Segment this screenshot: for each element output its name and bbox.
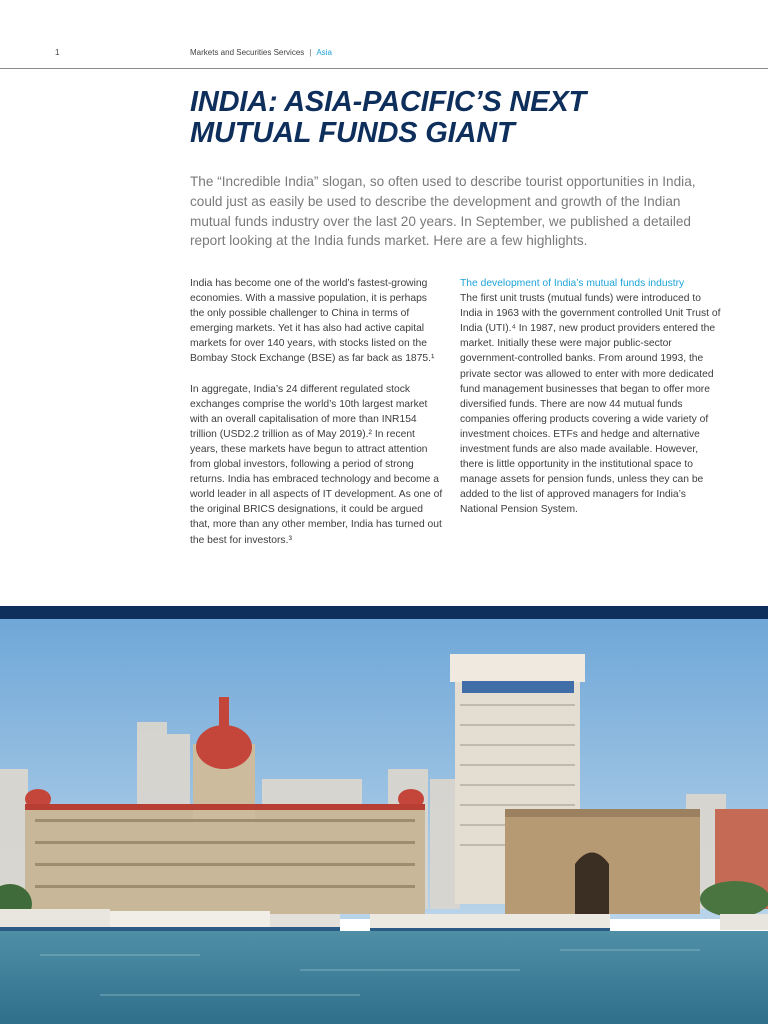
title-line-2: MUTUAL FUNDS GIANT <box>190 117 515 149</box>
skyline-illustration <box>0 619 768 1024</box>
navy-divider-band <box>0 606 768 619</box>
left-paragraph-1: India has become one of the world’s fastest-growing economies. With a massive population, it is perhaps the only possible challenger to China in terms of emerging markets. Yet it has also had active capital markets for over 140 years, with stocks listed on the Bombay Stock Exchange (BSE) as far back as 1875.¹ <box>190 278 435 365</box>
page-number: 1 <box>55 48 60 57</box>
right-column-heading: The development of India’s mutual funds industry <box>460 278 685 289</box>
article-intro: The “Incredible India” slogan, so often used to describe tourist opportunities in India, could just as easily be used to describe the development and growth of the Indian mutual funds industry over the last 20 years. In September, we published a detailed report looking at the India funds market. Here are a few highlights. <box>190 174 696 249</box>
trees-right <box>700 881 768 917</box>
breadcrumb-region: Asia <box>316 48 332 57</box>
harbour-water <box>0 931 768 1024</box>
breadcrumb <box>190 48 332 57</box>
page-header <box>0 0 768 69</box>
gateway-of-india <box>505 809 700 914</box>
article-title <box>190 87 730 149</box>
right-column <box>460 276 722 533</box>
mumbai-skyline-photo <box>0 619 768 1024</box>
header-rule <box>0 68 768 69</box>
left-paragraph-2: In aggregate, India’s 24 different regulated stock exchanges comprise the world’s 10th largest market with an overall capitalisation of more than INR154 trillion (USD2.2 trillion as of May 2019).² In recent years, these markets have begun to attract attention from global investors, following a period of strong returns. India has embraced technology and become a world leader in all aspects of IT development. As one of the original BRICS designations, it could be argued that, more than any other member, India has turned out the best for investors.³ <box>190 383 443 546</box>
breadcrumb-separator: | <box>309 48 312 57</box>
breadcrumb-section: Markets and Securities Services <box>190 48 305 57</box>
right-paragraph-1: The first unit trusts (mutual funds) were introduced to India in 1963 with the government controlled Unit Trust of India (UTI).⁴ In 1987, new product providers entered the market. Initially these were major public-sector government-controlled banks. From around 1993, the private sector was allowed to enter with more dedicated fund management businesses that began to offer more diversified funds. There are now 44 mutual funds companies offering products covering a wide variety of investment choices. ETFs and hedge and alternative investment funds are also made available. However, there is little opportunity in the institutional space to manage assets for pension funds, unless they can be added to the list of approved managers for India’s National Pension System. <box>460 293 721 516</box>
left-column <box>190 276 444 563</box>
title-line-1: INDIA: ASIA-PACIFIC’S NEXT <box>190 86 586 118</box>
